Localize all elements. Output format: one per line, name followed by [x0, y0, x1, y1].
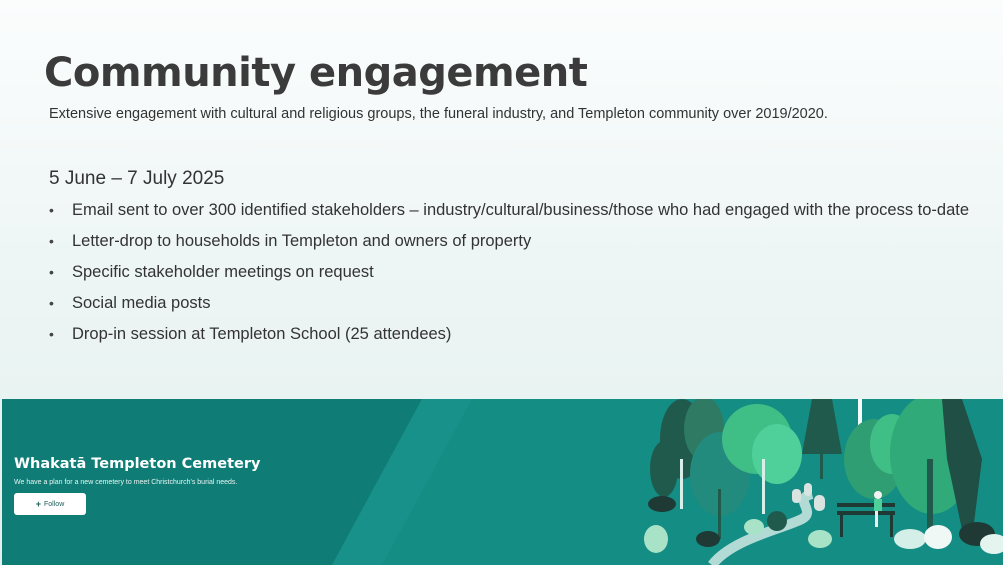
bullet-item-drop-in — [49, 324, 979, 344]
bullet-text: Specific stakeholder meetings on request — [72, 263, 374, 281]
cemetery-park-illustration — [642, 399, 1003, 565]
bullet-text: Email sent to over 300 identified stakeholders – industry/cultural/business/those who had engaged with the process to-date — [72, 201, 970, 219]
plus-icon: + — [35, 499, 42, 509]
bullet-item-meetings — [49, 262, 979, 282]
bullet-item-social-media — [49, 293, 979, 313]
bullet-dot: • — [49, 295, 54, 311]
bullet-dot: • — [49, 326, 54, 342]
bullet-dot: • — [49, 202, 54, 218]
project-banner — [2, 399, 1003, 565]
date-range-heading: 5 June – 7 July 2025 — [49, 168, 225, 189]
bullet-item-email — [49, 200, 979, 220]
banner-title: Whakatā Templeton Cemetery — [14, 456, 261, 472]
bullet-dot: • — [49, 264, 54, 280]
bullet-text: Social media posts — [72, 294, 211, 312]
follow-label: Follow — [44, 500, 65, 508]
engagement-bullet-list — [49, 200, 979, 355]
bullet-text: Drop-in session at Templeton School (25 attendees) — [72, 325, 452, 343]
follow-button[interactable] — [14, 493, 86, 515]
bullet-text: Letter-drop to households in Templeton and owners of property — [72, 232, 532, 250]
slide-subtitle: Extensive engagement with cultural and religious groups, the funeral industry, and Templeton community over 2019/2020. — [49, 106, 828, 122]
bullet-item-letter-drop — [49, 231, 979, 251]
slide-title: Community engagement — [44, 50, 588, 96]
banner-tagline: We have a plan for a new cemetery to meet Christchurch's burial needs. — [14, 479, 238, 486]
bullet-dot: • — [49, 233, 54, 249]
